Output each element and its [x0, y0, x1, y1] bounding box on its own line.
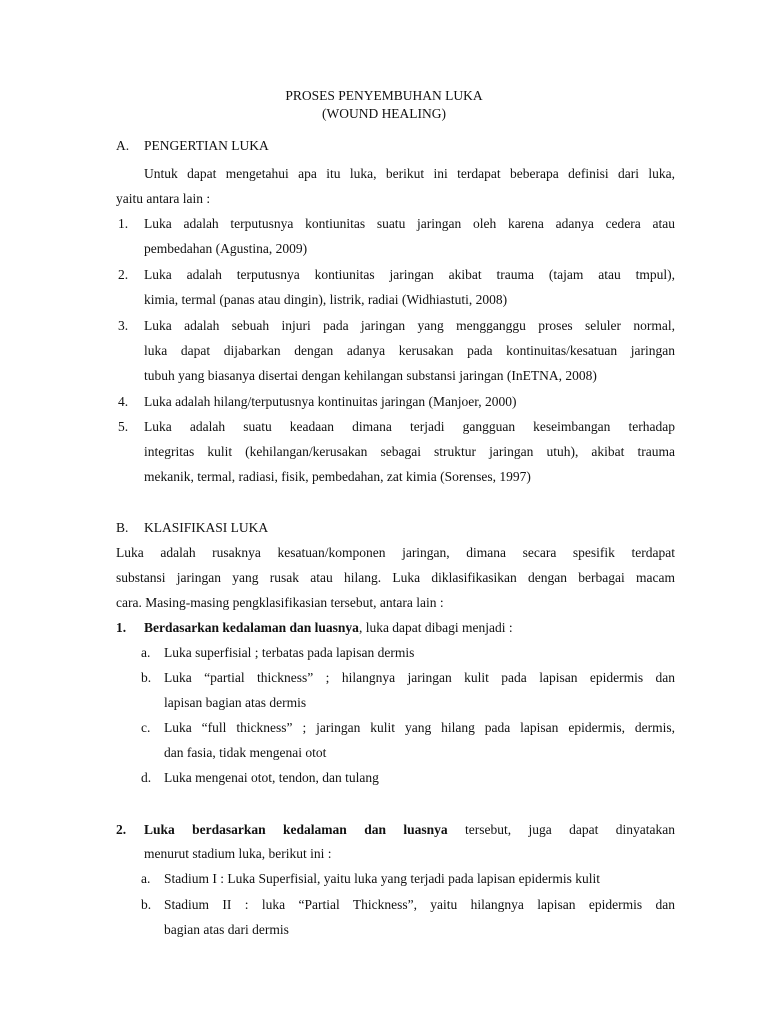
list-item-line: Luka adalah suatu keadaan dimana terjadi gangguan keseimbangan terhadap — [144, 419, 675, 434]
list-item-number: 4. — [118, 394, 129, 409]
list-item-line: kimia, termal (panas atau dingin), listrik, radiai (Widhiastuti, 2008) — [144, 292, 508, 307]
group-number: 1. — [116, 620, 127, 635]
list-item-line: Luka adalah terputusnya kontiunitas suatu jaringan oleh karena adanya cedera atau — [144, 216, 675, 231]
sub-item-letter: a. — [141, 871, 151, 886]
section-a-intro-line: yaitu antara lain : — [116, 191, 211, 206]
group-heading-bold: Berdasarkan kedalaman dan luasnya — [144, 620, 359, 635]
section-a-heading: PENGERTIAN LUKA — [144, 138, 269, 153]
sub-item-letter: d. — [141, 770, 152, 785]
section-b-heading: KLASIFIKASI LUKA — [144, 520, 269, 535]
group-heading-bold: Luka berdasarkan kedalaman dan luasnya — [144, 822, 448, 837]
list-item-line: pembedahan (Agustina, 2009) — [144, 241, 308, 256]
document-title: PROSES PENYEMBUHAN LUKA — [285, 88, 483, 103]
list-item-line: mekanik, termal, radiasi, fisik, pembedahan, zat kimia (Sorenses, 1997) — [144, 469, 531, 484]
sub-item-line: Luka “full thickness” ; jaringan kulit yang hilang pada lapisan epidermis, dermis, — [164, 720, 675, 735]
section-a-intro-line: Untuk dapat mengetahui apa itu luka, berikut ini terdapat beberapa definisi dari luka, — [144, 166, 675, 181]
section-b-intro-line: cara. Masing-masing pengklasifikasian tersebut, antara lain : — [116, 595, 444, 610]
sub-item-line: Luka “partial thickness” ; hilangnya jaringan kulit pada lapisan epidermis dan — [164, 670, 675, 685]
group-heading-rest: tersebut, juga dapat dinyatakan — [447, 822, 675, 837]
sub-item-letter: a. — [141, 645, 151, 660]
section-b-intro-line: substansi jaringan yang rusak atau hilang. Luka diklasifikasikan dengan berbagai macam — [116, 570, 675, 585]
list-item-line: luka dapat dijabarkan dengan adanya kerusakan pada kontinuitas/kesatuan jaringan — [144, 343, 675, 358]
group-heading-rest: , luka dapat dibagi menjadi : — [358, 620, 513, 635]
sub-item-letter: b. — [141, 670, 152, 685]
list-item-line: Luka adalah sebuah injuri pada jaringan yang mengganggu proses seluler normal, — [144, 318, 675, 333]
sub-item-letter: b. — [141, 897, 152, 912]
list-item-number: 3. — [118, 318, 129, 333]
sub-item-line: bagian atas dari dermis — [164, 922, 289, 937]
section-b-intro-line: Luka adalah rusaknya kesatuan/komponen jaringan, dimana secara spesifik terdapat — [116, 545, 675, 560]
sub-item-letter: c. — [141, 720, 151, 735]
list-item-number: 5. — [118, 419, 129, 434]
list-item-line: Luka adalah hilang/terputusnya kontinuitas jaringan (Manjoer, 2000) — [144, 394, 517, 409]
document-subtitle: (WOUND HEALING) — [321, 106, 447, 121]
group-heading — [144, 620, 513, 636]
sub-item-line: Stadium I : Luka Superfisial, yaitu luka yang terjadi pada lapisan epidermis kulit — [164, 871, 601, 886]
list-item-line: Luka adalah terputusnya kontiunitas jaringan akibat trauma (tajam atau tmpul), — [144, 267, 675, 282]
list-item-line: integritas kulit (kehilangan/kerusakan sebagai struktur jaringan utuh), akibat trauma — [144, 444, 675, 459]
group-heading — [144, 822, 675, 838]
sub-item-line: dan fasia, tidak mengenai otot — [164, 745, 327, 760]
list-item-number: 1. — [118, 216, 129, 231]
list-item-number: 2. — [118, 267, 129, 282]
group-heading-line: menurut stadium luka, berikut ini : — [144, 846, 332, 861]
sub-item-line: Luka mengenai otot, tendon, dan tulang — [164, 770, 379, 785]
list-item-line: tubuh yang biasanya disertai dengan kehilangan substansi jaringan (InETNA, 2008) — [144, 368, 597, 383]
section-b-letter: B. — [116, 520, 129, 535]
group-number: 2. — [116, 822, 127, 837]
sub-item-line: lapisan bagian atas dermis — [164, 695, 307, 710]
section-a-letter: A. — [116, 138, 130, 153]
sub-item-line: Luka superfisial ; terbatas pada lapisan dermis — [164, 645, 415, 660]
sub-item-line: Stadium II : luka “Partial Thickness”, yaitu hilangnya lapisan epidermis dan — [164, 897, 675, 912]
